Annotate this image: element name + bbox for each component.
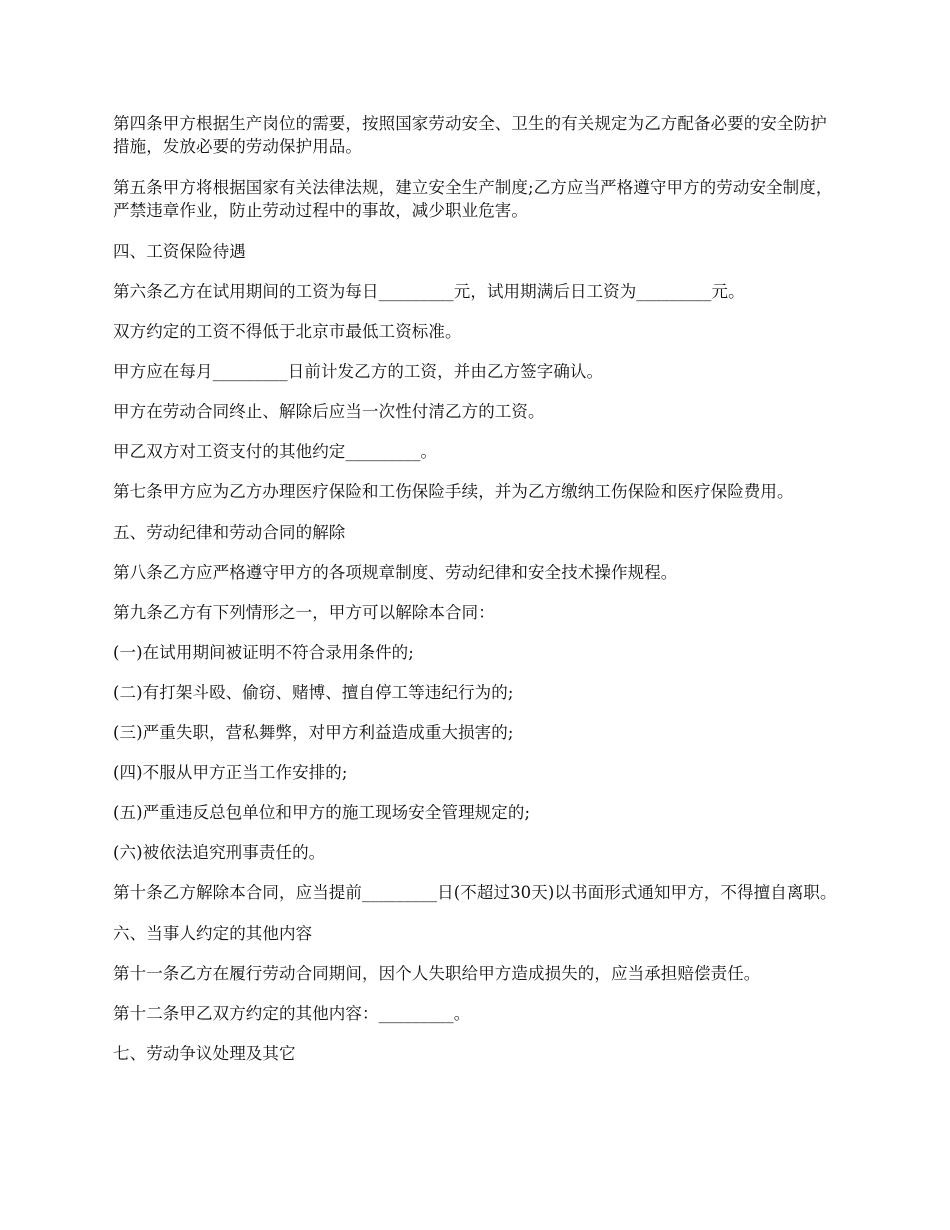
paragraph-article-10: 第十条乙方解除本合同，应当提前_________日(不超过30天)以书面形式通知甲方，不得擅自离职。 — [113, 883, 837, 902]
paragraph-article-7: 第七条甲方应为乙方办理医疗保险和工伤保险手续，并为乙方缴纳工伤保险和医疗保险费用。 — [113, 482, 794, 501]
paragraph-article-5: 第五条甲方将根据国家有关法律法规，建立安全生产制度;乙方应当严格遵守甲方的劳动安全制度，严禁违章作业，防止劳动过程中的事故，减少职业危害。 — [113, 178, 833, 220]
list-item-4: (四)不服从甲方正当工作安排的; — [113, 763, 348, 782]
section-heading-disputes: 七、劳动争议处理及其它 — [113, 1044, 296, 1063]
section-heading-other-terms: 六、当事人约定的其他内容 — [113, 924, 313, 943]
paragraph-final-pay: 甲方在劳动合同终止、解除后应当一次性付清乙方的工资。 — [113, 402, 545, 421]
list-item-6: (六)被依法追究刑事责任的。 — [113, 843, 326, 862]
document-body — [113, 112, 843, 1082]
list-item-5: (五)严重违反总包单位和甲方的施工现场安全管理规定的; — [113, 803, 531, 822]
section-heading-wages: 四、工资保险待遇 — [113, 242, 246, 261]
list-item-2: (二)有打架斗殴、偷窃、赌博、擅自停工等违纪行为的; — [113, 683, 514, 702]
paragraph-article-12: 第十二条甲乙双方约定的其他内容：_________。 — [113, 1004, 471, 1023]
paragraph-other-wage-terms: 甲乙双方对工资支付的其他约定_________。 — [113, 442, 438, 461]
section-heading-discipline: 五、劳动纪律和劳动合同的解除 — [113, 523, 346, 542]
list-item-3: (三)严重失职，营私舞弊，对甲方利益造成重大损害的; — [113, 723, 514, 742]
paragraph-pay-date: 甲方应在每月_________日前计发乙方的工资，并由乙方签字确认。 — [113, 362, 604, 381]
paragraph-article-8: 第八条乙方应严格遵守甲方的各项规章制度、劳动纪律和安全技术操作规程。 — [113, 563, 678, 582]
paragraph-article-9: 第九条乙方有下列情形之一，甲方可以解除本合同： — [113, 603, 495, 622]
paragraph-minimum-wage: 双方约定的工资不得低于北京市最低工资标准。 — [113, 322, 462, 341]
paragraph-article-11: 第十一条乙方在履行劳动合同期间，因个人失职给甲方造成损失的，应当承担赔偿责任。 — [113, 964, 761, 983]
paragraph-article-4: 第四条甲方根据生产岗位的需要，按照国家劳动安全、卫生的有关规定为乙方配备必要的安全防护措施，发放必要的劳动保护用品。 — [113, 114, 827, 156]
paragraph-article-6: 第六条乙方在试用期间的工资为每日_________元，试用期满后日工资为_________元。 — [113, 282, 745, 301]
list-item-1: (一)在试用期间被证明不符合录用条件的; — [113, 643, 414, 662]
